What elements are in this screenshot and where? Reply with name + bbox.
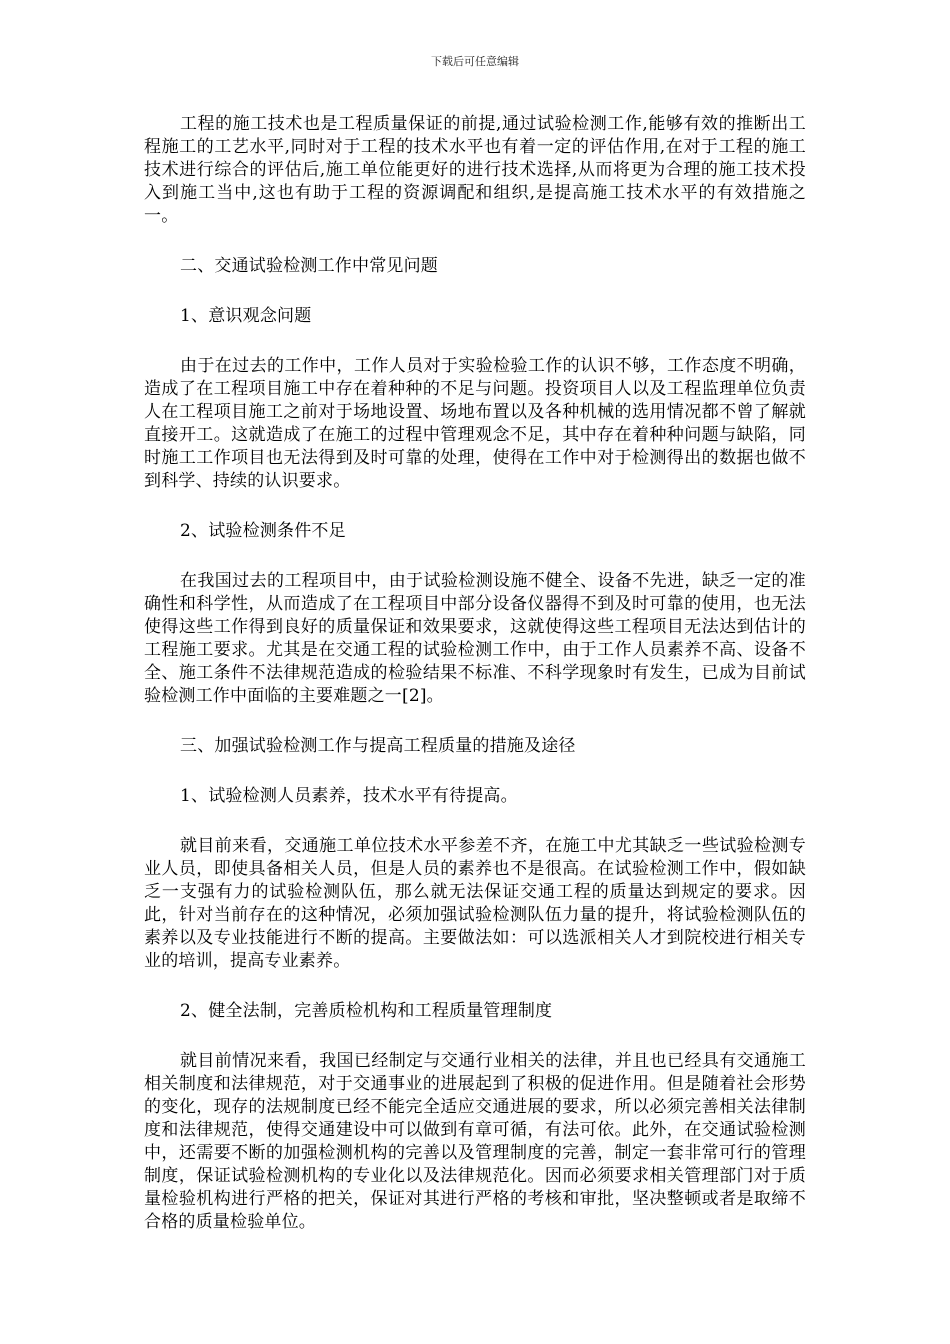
- subheading-3-2: 2、健全法制，完善质检机构和工程质量管理制度: [180, 1001, 553, 1021]
- section-heading-3: 三、加强试验检测工作与提高工程质量的措施及途径: [180, 736, 576, 756]
- paragraph-conditions: 在我国过去的工程项目中，由于试验检测设施不健全、设备不先进，缺乏一定的准确性和科学性，从而造成了在工程项目中部分设备仪器得不到及时可靠的使用，也无法使得这些工作得到良好的质量保证和效果要求，这就使得这些工程项目无法达到估计的工程施工要求。尤其是在交通工程的试验检测工作中，由于工作人员素养不高、设备不全、施工条件不法律规范造成的检验结果不标准、不科学现象时有发生，已成为目前试验检测工作中面临的主要难题之一[2]。: [144, 571, 806, 706]
- document-body: [144, 113, 806, 1261]
- section-heading-2: 二、交通试验检测工作中常见问题: [180, 256, 438, 276]
- subheading-2-1: 1、意识观念问题: [180, 306, 312, 326]
- subheading-3-1: 1、试验检测人员素养，技术水平有待提高。: [180, 786, 518, 806]
- paragraph-personnel: 就目前来看，交通施工单位技术水平参差不齐，在施工中尤其缺乏一些试验检测专业人员，即使具备相关人员，但是人员的素养也不是很高。在试验检测工作中，假如缺乏一支强有力的试验检测队伍，那么就无法保证交通工程的质量达到规定的要求。因此，针对当前存在的这种情况，必须加强试验检测队伍力量的提升，将试验检测队伍的素养以及专业技能进行不断的提高。主要做法如：可以选派相关人才到院校进行相关专业的培训，提高专业素养。: [144, 836, 806, 971]
- paragraph-awareness: 由于在过去的工作中，工作人员对于实验检验工作的认识不够，工作态度不明确，造成了在工程项目施工中存在着种种的不足与问题。投资项目人以及工程监理单位负责人在工程项目施工之前对于场地设置、场地布置以及各种机械的选用情况都不曾了解就直接开工。这就造成了在施工的过程中管理观念不足，其中存在着种种问题与缺陷，同时施工工作项目也无法得到及时可靠的处理，使得在工作中对于检测得出的数据也做不到科学、持续的认识要求。: [144, 356, 806, 491]
- subheading-2-2: 2、试验检测条件不足: [180, 521, 346, 541]
- paragraph-legal-system: 就目前情况来看，我国已经制定与交通行业相关的法律，并且也已经具有交通施工相关制度和法律规范，对于交通事业的进展起到了积极的促进作用。但是随着社会形势的变化，现存的法规制度已经不能完全适应交通进展的要求，所以必须完善相关法律制度和法律规范，使得交通建设中可以做到有章可循，有法可依。此外，在交通试验检测中，还需要不断的加强检测机构的完善以及管理制度的完善，制定一套非常可行的管理制度，保证试验检测机构的专业化以及法律规范化。因而必须要求相关管理部门对于质量检验机构进行严格的把关，保证对其进行严格的考核和审批，坚决整顿或者是取缔不合格的质量检验单位。: [144, 1051, 806, 1232]
- page-header-note: 下载后可任意编辑: [431, 55, 519, 68]
- paragraph-intro: 工程的施工技术也是工程质量保证的前提,通过试验检测工作,能够有效的推断出工程施工的工艺水平,同时对于工程的技术水平也有着一定的评估作用,在对于工程的施工技术进行综合的评估后,施工单位能更好的进行技术选择,从而将更为合理的施工技术投入到施工当中,这也有助于工程的资源调配和组织,是提高施工技术水平的有效措施之一。: [144, 114, 806, 226]
